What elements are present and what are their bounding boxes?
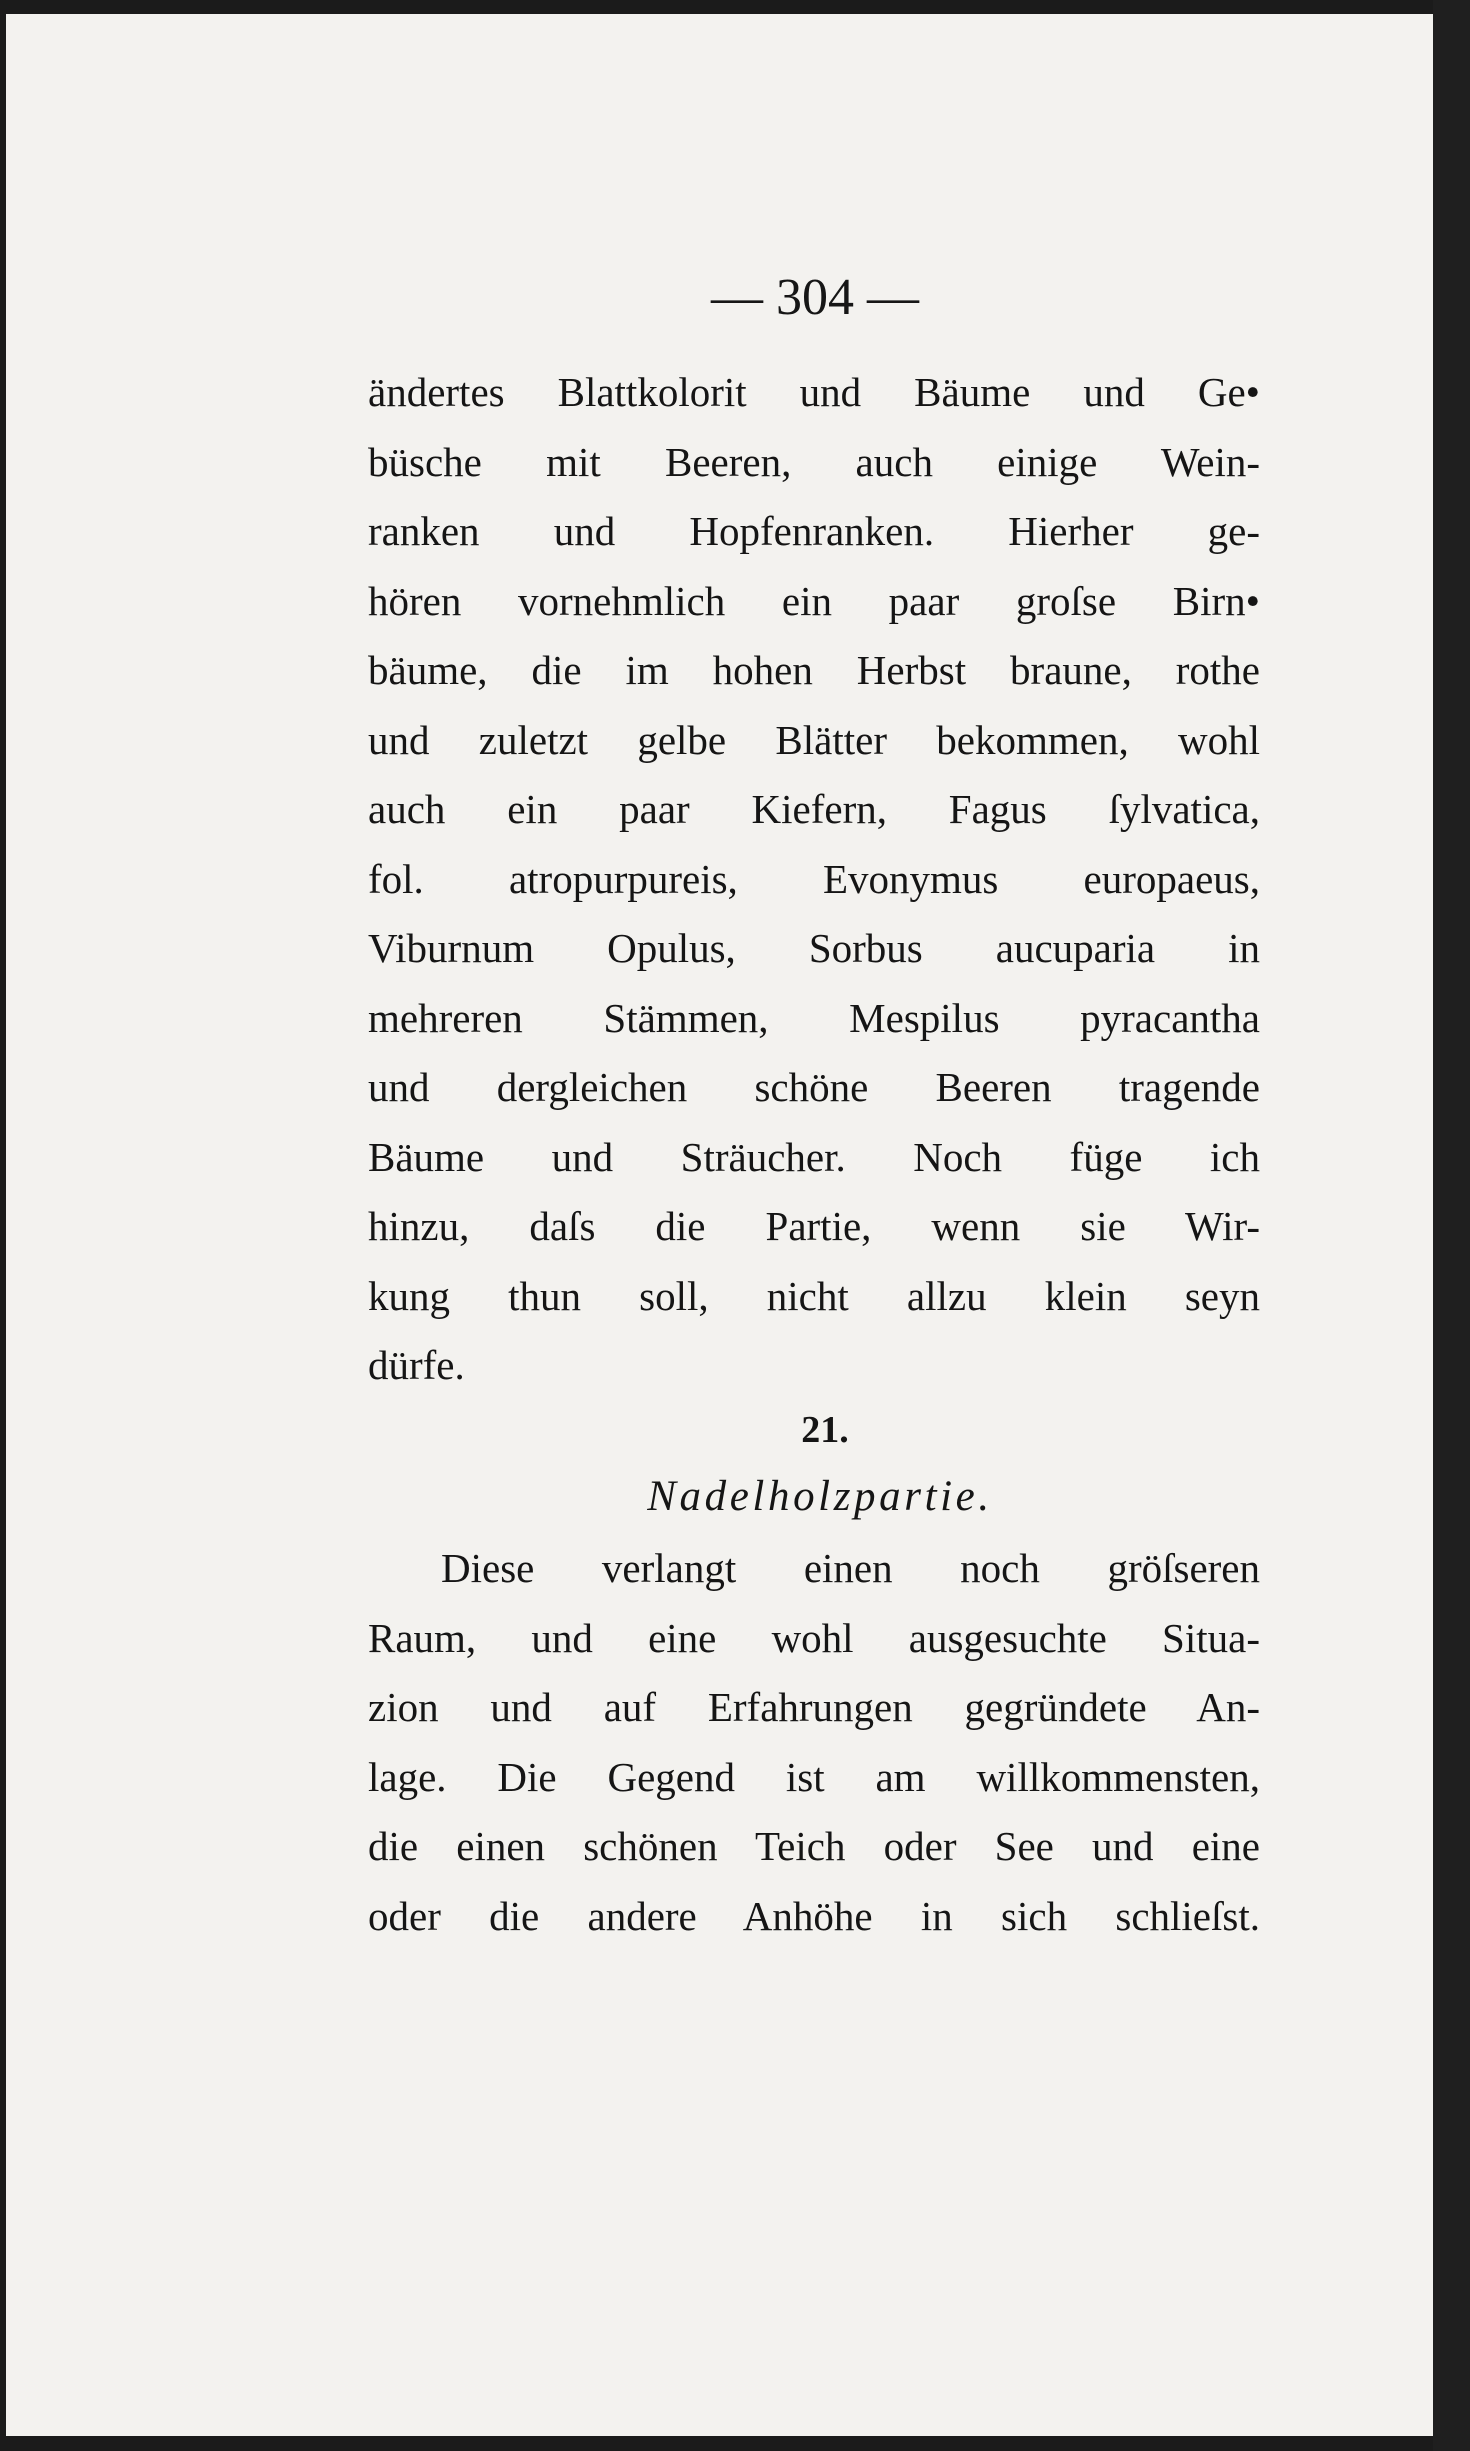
text-line: oder die andere Anhöhe in sich schlieſst. <box>368 1892 1260 1939</box>
text-line: Viburnum Opulus, Sorbus aucuparia in <box>368 925 1260 971</box>
text-line: Bäume und Sträucher. Noch füge ich <box>368 1133 1260 1180</box>
text-line: die einen schönen Teich oder See und eine <box>368 1823 1260 1869</box>
paragraph-2 <box>368 1534 1260 1951</box>
text-line: Diese verlangt einen noch gröſseren <box>441 1545 1260 1591</box>
text-line: und zuletzt gelbe Blätter bekommen, wohl <box>368 716 1260 763</box>
text-line: bäume, die im hohen Herbst braune, rothe <box>368 647 1260 693</box>
text-line: mehreren Stämmen, Mespilus pyracantha <box>368 994 1260 1041</box>
text-line: hinzu, daſs die Partie, wenn sie Wir- <box>368 1203 1260 1249</box>
text-line: ändertes Blattkolorit und Bäume und Ge• <box>368 369 1260 415</box>
text-line: ranken und Hopfenranken. Hierher ge- <box>368 508 1260 554</box>
text-line: lage. Die Gegend ist am willkommensten, <box>368 1753 1260 1800</box>
text-line: auch ein paar Kiefern, Fagus ſylvatica, <box>368 786 1260 832</box>
text-line: und dergleichen schöne Beeren tragende <box>368 1064 1260 1110</box>
text-line: büsche mit Beeren, auch einige Wein- <box>368 438 1260 485</box>
text-line: hören vornehmlich ein paar groſse Birn• <box>368 577 1260 624</box>
text-line: dürfe. <box>368 1342 465 1388</box>
paragraph-1 <box>368 358 1260 1401</box>
text-line: fol. atropurpureis, Evonymus europaeus, <box>368 855 1260 902</box>
text-line: kung thun soll, nicht allzu klein seyn <box>368 1272 1260 1319</box>
page-number-header: — 304 — <box>711 268 919 326</box>
text-line: zion und auf Erfahrungen gegründete An- <box>368 1684 1260 1730</box>
section-number: 21. <box>801 1409 849 1451</box>
text-line: Raum, und eine wohl ausgesuchte Situa- <box>368 1614 1260 1661</box>
section-title: Nadelholzpartie. <box>647 1473 993 1520</box>
page-edge-shadow <box>1433 0 1470 2451</box>
